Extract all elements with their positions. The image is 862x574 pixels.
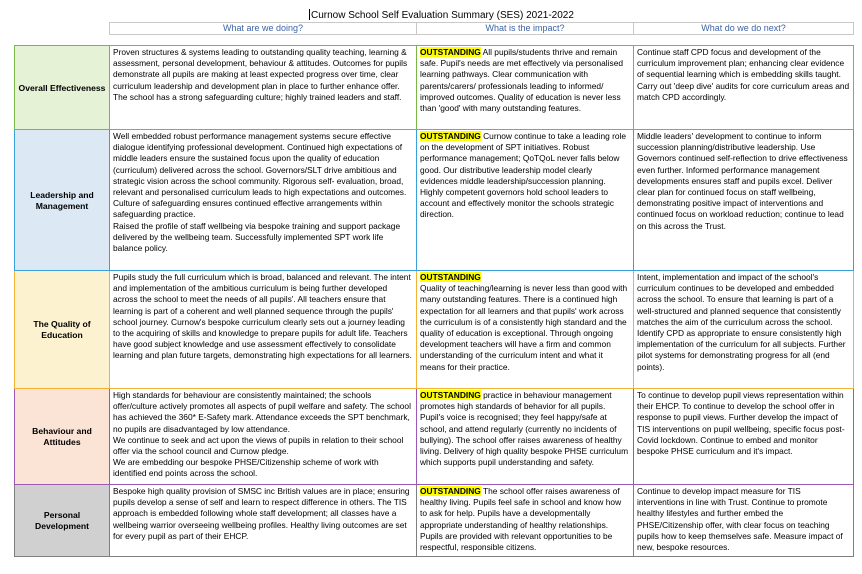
column-header-table (109, 22, 854, 35)
table-row-leadership (15, 130, 854, 271)
doing-text: Well embedded robust performance management systems secure effective dialogue identifying professional development. Continued high expectations of middle leaders ensure the sustained focus upon the quality of education (curriculum) delivered across the school. Governors/SLT drive ambitious and strategic vision across the school community. Rigorous self- evaluation, broad, relevant and personalised curriculum leads to high expectations and outcomes. (113, 131, 407, 198)
next-text: Intent, implementation and impact of the school's curriculum continues to be developed and embedded across the school. To ensure that learning is part of a well-structured and planned sequence that consistently matches the aim of the curriculum across the school. Identify CPD as appropriate to ensure consistently high implementation of the curriculum for all subjects. Further pilot systems for demonstrating progress for all (end points). (637, 272, 846, 372)
header-what-are-we-doing: What are we doing? (110, 23, 417, 35)
cell-doing-personal (110, 485, 417, 557)
outstanding-badge: OUTSTANDING (420, 131, 481, 141)
impact-text: All pupils/students thrive and remain safe. Pupil's needs are met effectively via personalised learning pathways. Clear communication with parents/carers/ professionals leading to informed/ improved outcomes. Quality of education is never less than 'good' with many outstanding features. (420, 47, 624, 114)
table-row-overall-effectiveness (15, 46, 854, 130)
doing-text-3: Raised the profile of staff wellbeing via bespoke training and support package delivered by the wellbeing team. Successfully implemented SPT work life balance policy. (113, 220, 401, 254)
header-what-do-we-do-next: What do we do next? (634, 23, 854, 35)
cell-impact-personal (417, 485, 634, 557)
row-label-leadership: Leadership and Management (15, 130, 110, 271)
doing-text-2: We continue to seek and act upon the views of pupils in relation to their school offer via the school council and Curnow pledge. (113, 434, 404, 457)
row-label-overall: Overall Effectiveness (15, 46, 110, 130)
cell-impact-leadership (417, 130, 634, 271)
cell-doing-overall (110, 46, 417, 130)
header-what-is-the-impact: What is the impact? (417, 23, 634, 35)
impact-text: practice in behaviour management promotes high standards of behavior for all pupils. Pupil's voice is recognised; they feel happy/safe at school, and attend regularly (currently no incidents of bullying). The school offer raises awareness of healthy living. Delivery of high quality bespoke PHSE curriculum which supports pupil understanding and safety. (420, 390, 629, 468)
ses-summary-table (14, 45, 854, 557)
cell-impact-quality (417, 271, 634, 389)
cell-impact-overall (417, 46, 634, 130)
impact-text: Quality of teaching/learning is never less than good with many outstanding features. There is a continued high expectation for all learners and that pupils' work across the curriculum is of a consistently high standard and the quality of education is exceptional. Through ongoing development teachers will have a firm and common understanding of the curriculum intent and what it means for their practice. (420, 283, 628, 372)
doing-text: High standards for behaviour are consistently maintained; the schools offer/culture actively promotes all aspects of pupil welfare and safety. The school has achieved the 360* E-Safety mark. Attendance exceeds the SPT benchmark, no pupils are disadvantaged by low attendance. (113, 390, 411, 434)
document-title-text: Curnow School Self Evaluation Summary (SES) 2021-2022 (311, 10, 574, 21)
cell-next-behaviour (634, 389, 854, 485)
outstanding-badge: OUTSTANDING (420, 390, 481, 400)
outstanding-badge: OUTSTANDING (420, 47, 481, 57)
cell-next-leadership (634, 130, 854, 271)
outstanding-badge: OUTSTANDING (420, 486, 481, 496)
table-row-personal-development (15, 485, 854, 557)
doing-text-3: We are embedding our bespoke PHSE/Citizenship scheme of work with identified end points across the school. (113, 457, 379, 479)
doing-text: Pupils study the full curriculum which is broad, balanced and relevant. The intent and implementation of the ambitious curriculum is being further developed across the school to meet the needs of all pupils'. All teachers ensure that learning is part of a coherent and well planned sequence through the pupils' school journey. Curnow's bespoke curriculum clearly sets out a journey leading to the acquiring of skills and knowledge to prepare pupils for adult life. Teachers have good subject knowledge and use assessment effectively to consolidate learning and plan future targets, demonstrating high expectations for all learners. (113, 272, 412, 361)
table-row-behaviour (15, 389, 854, 485)
row-label-quality: The Quality of Education (15, 271, 110, 389)
row-label-behaviour: Behaviour and Attitudes (15, 389, 110, 485)
next-text: Continue staff CPD focus and development of the curriculum improvement plan; enhancing clear evidence of sequential learning which is embedding skills taught. Carry out 'deep dive' audits for core curriculum areas and match CPD accordingly. (637, 47, 850, 102)
doing-text: Proven structures & systems leading to outstanding quality teaching, learning & assessment, personal development, behaviour & attitudes. Outcomes for pupils demonstrate all pupils are making at least expected progress over time, clear curriculum leadership and development plan in place to further enhance offer. The school has a strong safeguarding culture; highly trained leaders and staff. (113, 47, 408, 102)
cell-doing-behaviour (110, 389, 417, 485)
text-cursor (309, 9, 310, 20)
cell-next-overall (634, 46, 854, 130)
doing-text: Bespoke high quality provision of SMSC inc British values are in place; ensuring pupils develop a sense of self and learn to respect difference in others. The TIS approach is embedded following whole staff development; all classes have a wellbeing warrior overseeing wellbeing profiles. Healthy living outcomes are set for every pupil as part of their EHCP. (113, 486, 410, 541)
doing-text-2: Culture of safeguarding ensures continued effective arrangements within safeguarding practice. (113, 198, 382, 220)
next-text: To continue to develop pupil views representation within their EHCP. To continue to develop the school offer in response to pupil views. Further develop the impact of TIS interventions on pupil wellbeing, specific focus post-Covid lockdown. Continue to embed and monitor bespoke PHSE curriculum and it's impact. (637, 390, 845, 457)
cell-doing-leadership (110, 130, 417, 271)
cell-next-personal (634, 485, 854, 557)
cell-impact-behaviour (417, 389, 634, 485)
table-row-quality-of-education (15, 271, 854, 389)
cell-doing-quality (110, 271, 417, 389)
outstanding-badge: OUTSTANDING (420, 272, 481, 282)
next-text: Middle leaders' development to continue to inform succession planning/distributive leadership. Use Governors continued self-reflection to drive effectiveness even further. Informed performance management developments ensures staff and pupils excel. Deliver clear plan for continued focus on staff wellbeing, demonstrating positive impact of interventions and continued focus on workload reduction; continue to lead on this across the Trust. (637, 131, 848, 231)
impact-text: The school offer raises awareness of healthy living. Pupils feel safe in school and know how to ask for help. Pupils have a developmentally appropriate understanding of healthy relationships. Pupils are provided with relevant opportunities to be respectful, responsible citizens. (420, 486, 622, 553)
document-title (309, 9, 574, 22)
row-label-personal: Personal Development (15, 485, 110, 557)
cell-next-quality (634, 271, 854, 389)
impact-text: Curnow continue to take a leading role on the development of SPT initiatives. Robust performance management; QoTQoL never falls below good. Our distributive leadership model clearly evidences middle leadership/succession planning. Highly competent governors hold school leaders to account and effectively monitor the schools strategic direction. (420, 131, 627, 220)
next-text: Continue to develop impact measure for TIS interventions in line with Trust. Continue to promote healthy lifestyles and further embed the PHSE/Citizenship offer, with clear focus on teaching pupils how to keep themselves safe. Measure impact of new, bespoke resources. (637, 486, 843, 553)
